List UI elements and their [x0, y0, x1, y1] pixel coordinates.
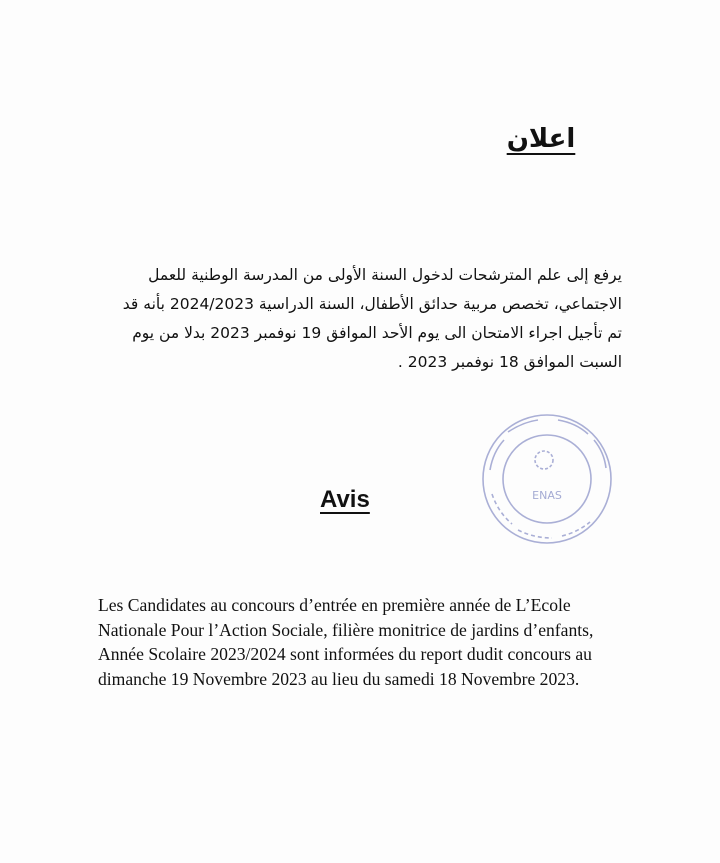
arabic-title [0, 124, 720, 154]
arabic-line-4: السبت الموافق 18 نوفمبر 2023 . [397, 353, 622, 371]
stamp-text: ENAS [532, 489, 562, 502]
arabic-line-2: الاجتماعي، تخصص مربية حدائق الأطفال، السنة الدراسية 2024/2023 بأنه قد [122, 295, 622, 313]
official-stamp [478, 410, 616, 548]
french-line-3: Année Scolaire 2023/2024 sont informées du report dudit concours au [98, 644, 592, 664]
arabic-announcement-body [104, 261, 622, 377]
french-line-1: Les Candidates au concours d’entrée en première année de L’Ecole [98, 595, 571, 615]
arabic-line-3: تم تأجيل اجراء الامتحان الى يوم الأحد الموافق 19 نوفمبر 2023 بدلا من يوم [132, 324, 622, 342]
french-title [320, 486, 370, 514]
french-line-4: dimanche 19 Novembre 2023 au lieu du samedi 18 Novembre 2023. [98, 668, 580, 689]
arabic-title-text: اعلان [506, 124, 576, 154]
french-announcement-body [98, 593, 618, 691]
arabic-line-1: يرفع إلى علم المترشحات لدخول السنة الأولى من المدرسة الوطنية للعمل [148, 266, 622, 284]
french-title-text: Avis [320, 486, 370, 513]
french-line-2: Nationale Pour l’Action Sociale, filière monitrice de jardins d’enfants, [98, 619, 594, 640]
